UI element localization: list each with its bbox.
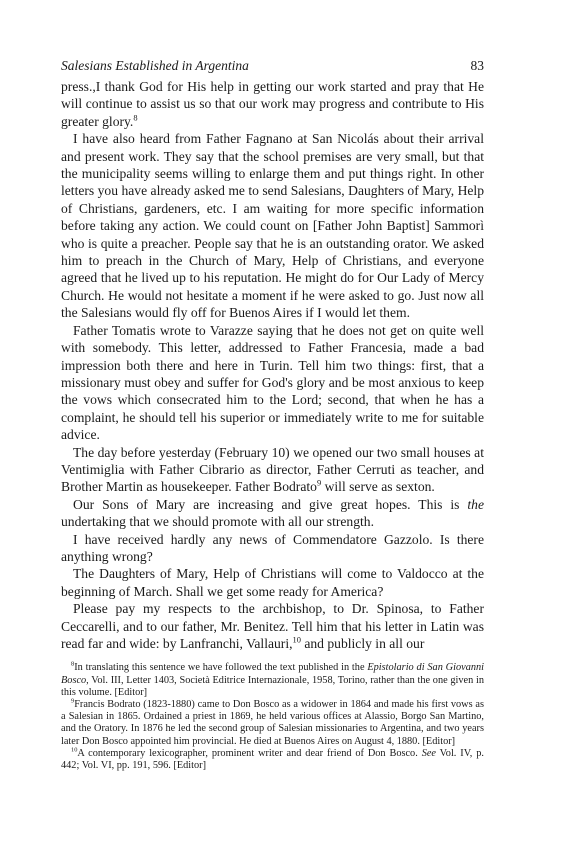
body-text: [61, 78, 484, 652]
paragraph: The Daughters of Mary, Help of Christians will come to Valdocco at the beginning of March. Shall we get some ready for America?: [61, 566, 484, 599]
running-title: Salesians Established in Argentina: [61, 58, 249, 73]
paragraph: Our Sons of Mary are increasing and give great hopes. This is the undertaking that we should promote with all our strength.: [61, 496, 484, 530]
footnote-10: $^{10}$A contemporary lexicographer, prominent writer and dear friend of Don Bosco. See Vol. IV, p. 442; Vol. VI, pp. 191, 596. [Editor]: [61, 746, 484, 772]
paragraph: I have also heard from Father Fagnano at San Nicolás about their arrival and present work. They say that the school premises are very small, but that the municipality seems willing to enlarge them and put things right. In other letters you have already asked me to send Salesians, Daughters of Mary, Help of Christians, gardeners, etc. I am waiting for more specific information before taking any action. We could count on [Father John Baptist] Sammorì who is quite a preacher. People say that he is an outstanding orator. We asked him to preach in the Church of Mary, Help of Christians, and everyone agreed that he lived up to his reputation. He might do for Our Lady of Mercy Church. He would not hesitate a moment if he were asked to go. Just now all the Salesians would fly off for Buenos Aires if I would let them.: [61, 131, 484, 321]
footnote-ref: 10: [292, 634, 301, 645]
paragraph: The day before yesterday (February 10) we opened our two small houses at Ventimiglia with Father Cibrario as director, Father Cerruti as teacher, and Brother Martin as housekeeper. Father Bodrato$^9$ will serve as sexton.: [61, 444, 484, 495]
document-page: [61, 58, 484, 772]
footnote-ref: 9: [316, 477, 322, 488]
footnotes: [61, 662, 484, 772]
footnote-ref: 8: [133, 112, 138, 123]
footnote-9: $^9$Francis Bodrato (1823-1880) came to Don Bosco as a widower in 1864 and made his first vows as a Salesian in 1865. Ordained a priest in 1869, he held various offices at Alassio, Borgo San Martino, and the Oratory. In 1876 he led the second group of Salesian missionaries to Argentina, and two years later Don Bosco appointed him provincial. He died at Buenos Aires on August 4, 1880. [Editor]: [61, 697, 484, 747]
paragraph: Father Tomatis wrote to Varazze saying that he does not get on quite well with somebody. This letter, addressed to Father Francesia, made a bad impression both there and here in Turin. Tell him two things: first, that a missionary must obey and suffer for God's glory and be most anxious to keep the vows which consecrated him to the Lord; second, that when he has a complaint, he should tell his superior or immediately write to me for suitable advice.: [61, 322, 484, 443]
paragraph: I have received hardly any news of Commendatore Gazzolo. Is there anything wrong?: [61, 531, 484, 564]
page-number: 83: [470, 58, 484, 73]
page-header: [61, 58, 484, 74]
paragraph: Please pay my respects to the archbishop, to Dr. Spinosa, to Father Ceccarelli, and to our father, Mr. Benitez. Tell him that his letter in Latin was read far and wide: by Lanfranchi, Vallauri,$^{10}$ and publicly in all our: [61, 601, 484, 651]
footnote-8: $^8$In translating this sentence we have followed the text published in the Epistolario di San Giovanni Bosco, Vol. III, Letter 1403, Società Editrice Internazionale, 1958, Torino, rather than the one given in this volume. [Editor]: [61, 660, 485, 698]
paragraph: press.,I thank God for His help in getting our work started and pray that He will continue to assist us so that our work may progress and contribute to His greater glory.$^8$: [61, 79, 484, 129]
